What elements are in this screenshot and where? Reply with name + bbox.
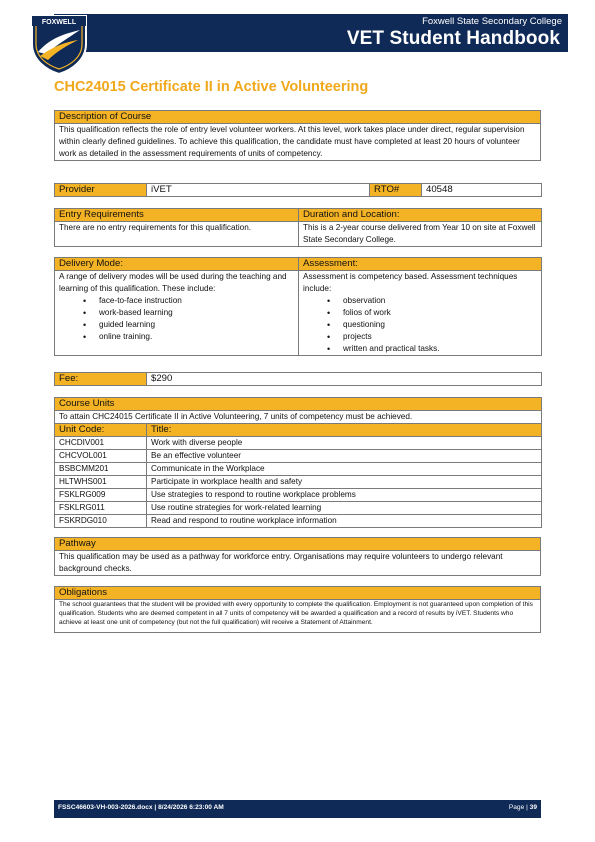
unit-code: FSKLRG011 xyxy=(55,502,147,515)
description-heading: Description of Course xyxy=(55,111,541,124)
table-row xyxy=(55,463,542,476)
unit-title: Use strategies to respond to routine workplace problems xyxy=(147,489,542,502)
list-item: • work-based learning xyxy=(83,307,294,319)
duration-heading: Duration and Location: xyxy=(299,209,542,222)
page-label: Page | xyxy=(508,804,528,811)
list-item: • guided learning xyxy=(83,319,294,331)
unit-title-header: Title: xyxy=(147,424,542,437)
entry-text: There are no entry requirements for this qualification. xyxy=(55,222,299,247)
obligations-section xyxy=(54,586,541,633)
description-text: This qualification reflects the role of entry level volunteer workers. At this level, work takes place under direct, regular supervision within clearly defined guidelines. To achieve this qualification, the candidate must have completed at least 20 hours of volunteer work as detailed in the assessment requirements of units of competency. xyxy=(55,124,541,161)
unit-code: FSKLRG009 xyxy=(55,489,147,502)
fee-section xyxy=(54,372,542,386)
footer-bar xyxy=(54,800,541,818)
list-item: • folios of work xyxy=(327,307,537,319)
unit-code: BSBCMM201 xyxy=(55,463,147,476)
provider-label: Provider xyxy=(55,184,147,197)
logo-text: FOXWELL xyxy=(41,19,77,26)
provider-section xyxy=(54,183,542,197)
unit-code-header: Unit Code: xyxy=(55,424,147,437)
list-item: • observation xyxy=(327,295,537,307)
obligations-text: The school guarantees that the student will be provided with every opportunity to complete the qualification. Employment is not guaranteed upon completion of this qualification. Students who are deemed competent in all 7 units of competency will be awarded a qualification and a record of results by iVET. Students who achieve at least one unit of competency (but not the full qualification) will receive a Statement of Attainment. xyxy=(55,600,541,633)
list-item: • face-to-face instruction xyxy=(83,295,294,307)
rto-label: RTO# xyxy=(370,184,422,197)
delivery-heading: Delivery Mode: xyxy=(55,258,299,271)
list-item: • written and practical tasks. xyxy=(327,343,537,355)
document-info: FSSC46603-VH-003-2026.docx | 8/24/2026 6:23:00 AM xyxy=(58,804,224,811)
pathway-text: This qualification may be used as a pathway for workforce entry. Organisations may require volunteers to undergo relevant background checks. xyxy=(55,551,541,576)
obligations-heading: Obligations xyxy=(55,587,541,600)
entry-heading: Entry Requirements xyxy=(55,209,299,222)
fee-value: $290 xyxy=(147,373,542,386)
duration-text: This is a 2-year course delivered from Year 10 on site at Foxwell State Secondary College. xyxy=(299,222,542,247)
unit-title: Use routine strategies for work-related learning xyxy=(147,502,542,515)
list-item: • projects xyxy=(327,331,537,343)
page-info xyxy=(509,804,537,811)
unit-title: Work with diverse people xyxy=(147,437,542,450)
assessment-list xyxy=(303,295,537,355)
pathway-heading: Pathway xyxy=(55,538,541,551)
handbook-title: VET Student Handbook xyxy=(346,28,560,49)
delivery-list xyxy=(59,295,294,343)
table-row xyxy=(55,476,542,489)
entry-duration-section xyxy=(54,208,542,247)
assessment-intro: Assessment is competency based. Assessment techniques include: xyxy=(303,272,518,293)
units-heading: Course Units xyxy=(55,398,542,411)
delivery-assessment-section xyxy=(54,257,542,356)
pathway-section xyxy=(54,537,541,576)
list-item: • questioning xyxy=(327,319,537,331)
course-title: CHC24015 Certificate II in Active Volunteering xyxy=(54,79,369,95)
assessment-heading: Assessment: xyxy=(299,258,542,271)
unit-title: Be an effective volunteer xyxy=(147,450,542,463)
school-crest-logo xyxy=(28,10,90,76)
table-row xyxy=(55,489,542,502)
delivery-intro: A range of delivery modes will be used during the teaching and learning of this qualification. These include: xyxy=(59,272,287,293)
units-intro: To attain CHC24015 Certificate II in Active Volunteering, 7 units of competency must be achieved. xyxy=(55,411,542,424)
description-section xyxy=(54,110,541,161)
assessment-cell xyxy=(299,271,542,356)
header-bar xyxy=(54,14,568,52)
table-row xyxy=(55,437,542,450)
page-number: 39 xyxy=(529,804,537,811)
provider-value: iVET xyxy=(147,184,370,197)
rto-value: 40548 xyxy=(422,184,542,197)
table-row xyxy=(55,515,542,528)
delivery-cell xyxy=(55,271,299,356)
unit-code: CHCDIV001 xyxy=(55,437,147,450)
unit-title: Communicate in the Workplace xyxy=(147,463,542,476)
unit-title: Participate in workplace health and safety xyxy=(147,476,542,489)
unit-code: FSKRDG010 xyxy=(55,515,147,528)
list-item: • online training. xyxy=(83,331,294,343)
unit-code: HLTWHS001 xyxy=(55,476,147,489)
table-row xyxy=(55,502,542,515)
table-row xyxy=(55,450,542,463)
unit-code: CHCVOL001 xyxy=(55,450,147,463)
unit-title: Read and respond to routine workplace information xyxy=(147,515,542,528)
fee-label: Fee: xyxy=(55,373,147,386)
school-name: Foxwell State Secondary College xyxy=(422,16,562,27)
course-units-section xyxy=(54,397,542,528)
